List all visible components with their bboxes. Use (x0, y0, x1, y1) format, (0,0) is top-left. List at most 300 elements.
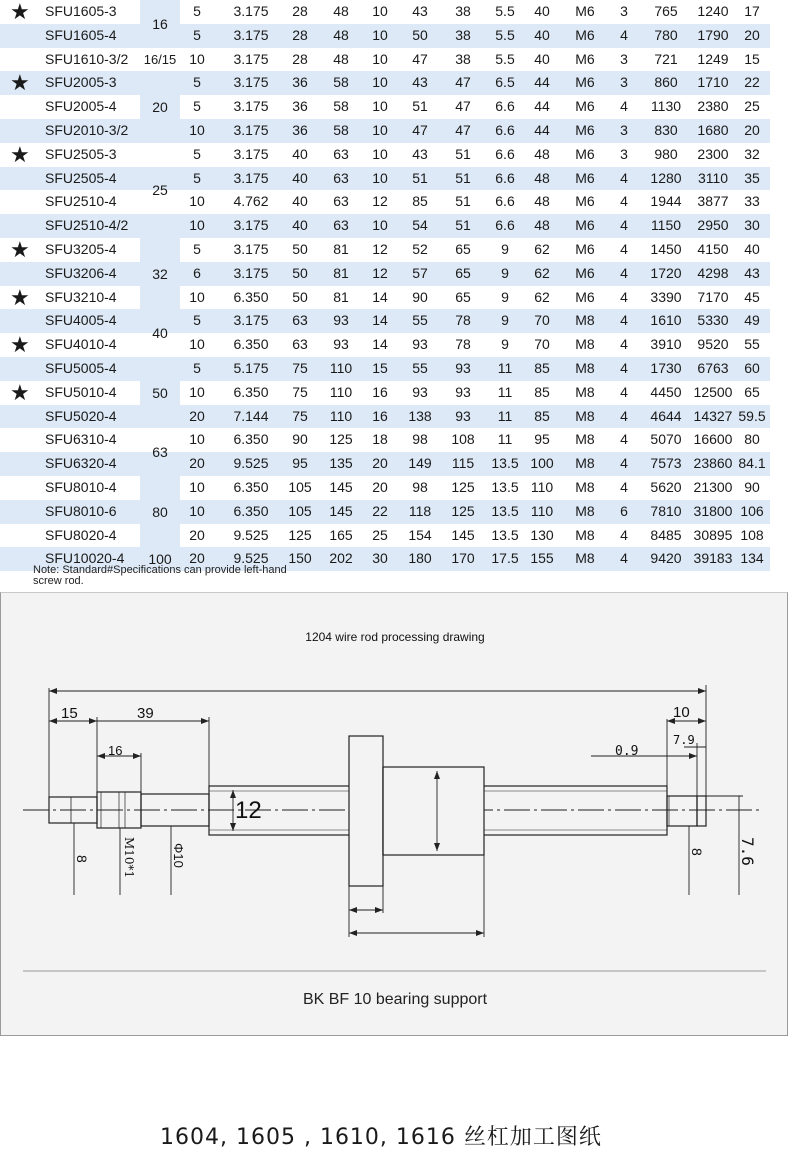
cell-ca: 1730 (650, 360, 682, 376)
cell-x: 40 (534, 3, 550, 19)
cell-lead: 10 (189, 431, 205, 448)
cell-lead: 10 (189, 479, 205, 495)
cell-y: M6 (575, 264, 595, 281)
cell-ca: 5070 (650, 431, 682, 448)
cell-ca: 1944 (650, 193, 682, 210)
cell-n: 4 (620, 98, 628, 115)
cell-w: 145 (451, 526, 475, 543)
dim-16: 16 (108, 743, 123, 758)
model-cell: SFU8020-4 (45, 526, 117, 543)
cell-n: 4 (620, 383, 628, 400)
cell-w: 170 (451, 550, 475, 567)
cell-a: 48 (333, 3, 349, 19)
cell-ball: 6.350 (233, 288, 269, 305)
table-note: Note: Standard#Specifications can provide left-hand screw rod. (33, 564, 287, 587)
cell-h: 11 (497, 431, 513, 448)
cell-w: 38 (455, 50, 471, 67)
dim-10: 10 (673, 704, 690, 721)
cell-y: M8 (575, 526, 595, 543)
cell-lead: 10 (189, 50, 205, 67)
cell-k: 49 (744, 312, 760, 329)
cell-lead: 10 (189, 193, 205, 210)
cell-d: 40 (292, 169, 308, 186)
table-row (0, 24, 770, 48)
cell-l: 93 (412, 383, 428, 400)
cell-d: 105 (288, 479, 312, 495)
cell-l: 149 (408, 455, 432, 472)
cell-n: 4 (620, 407, 628, 424)
cell-d: 105 (288, 502, 312, 519)
model-cell: SFU10020-4 (45, 550, 125, 567)
cell-h: 9 (501, 336, 509, 353)
cell-a: 48 (333, 26, 349, 43)
diameter-cell: 32 (140, 238, 180, 309)
cell-h: 6.6 (495, 169, 515, 186)
cell-h: 11 (497, 383, 513, 400)
cell-ball: 4.762 (233, 193, 269, 210)
cell-h: 13.5 (491, 526, 519, 543)
dim-8-right: 8 (689, 848, 705, 856)
shaft-drawing (1, 593, 789, 1037)
cell-y: M8 (575, 502, 595, 519)
cell-a: 145 (329, 502, 353, 519)
cell-w: 47 (455, 74, 471, 91)
nut-flange (349, 736, 383, 886)
cell-x: 40 (534, 26, 550, 43)
cell-w: 51 (455, 193, 471, 210)
cell-h: 9 (501, 312, 509, 329)
cell-b: 10 (372, 98, 388, 115)
cell-n: 3 (620, 3, 628, 19)
cell-l: 43 (412, 145, 428, 162)
cell-h: 6.5 (495, 74, 515, 91)
cell-y: M6 (575, 193, 595, 210)
cell-b: 10 (372, 122, 388, 138)
model-cell: SFU1605-4 (45, 26, 117, 43)
diameter-cell: 16/15 (143, 51, 177, 67)
cell-k: 25 (744, 98, 760, 115)
cell-x: 62 (534, 264, 550, 281)
cell-x: 70 (534, 336, 550, 353)
cell-coa: 14327 (693, 407, 733, 424)
cell-ball: 3.175 (233, 74, 269, 91)
cell-n: 4 (620, 360, 628, 376)
cell-lead: 10 (189, 122, 205, 138)
cell-h: 11 (497, 360, 513, 376)
table-row (0, 48, 770, 72)
cell-b: 25 (372, 526, 388, 543)
cell-w: 78 (455, 312, 471, 329)
cell-n: 3 (620, 145, 628, 162)
cell-h: 5.5 (495, 26, 515, 43)
cell-w: 38 (455, 26, 471, 43)
table-row (0, 428, 770, 452)
cell-h: 9 (501, 288, 509, 305)
cell-l: 55 (412, 360, 428, 376)
cell-coa: 3877 (697, 193, 729, 210)
cell-coa: 2380 (697, 98, 729, 115)
model-cell: SFU5005-4 (45, 360, 117, 376)
cell-k: 30 (744, 217, 760, 234)
cell-y: M6 (575, 26, 595, 43)
cell-ca: 3390 (650, 288, 682, 305)
cell-l: 180 (408, 550, 432, 567)
cell-coa: 12500 (693, 383, 733, 400)
cell-x: 85 (534, 383, 550, 400)
cell-n: 4 (620, 431, 628, 448)
cell-coa: 1240 (697, 3, 729, 19)
cell-w: 115 (451, 455, 475, 472)
cell-k: 20 (744, 122, 760, 138)
cell-y: M8 (575, 455, 595, 472)
cell-y: M6 (575, 169, 595, 186)
table-row (0, 143, 770, 167)
cell-w: 47 (455, 122, 471, 138)
cell-lead: 6 (193, 264, 201, 281)
cell-d: 40 (292, 193, 308, 210)
cell-y: M8 (575, 360, 595, 376)
cell-lead: 10 (189, 336, 205, 353)
cell-b: 30 (372, 550, 388, 567)
cell-l: 55 (412, 312, 428, 329)
cell-lead: 20 (189, 550, 205, 567)
cell-n: 4 (620, 288, 628, 305)
cell-h: 13.5 (491, 502, 519, 519)
cell-a: 165 (329, 526, 353, 543)
model-cell: SFU2010-3/2 (45, 122, 129, 138)
cell-b: 20 (372, 479, 388, 495)
cell-ball: 6.350 (233, 336, 269, 353)
model-cell: SFU3206-4 (45, 264, 117, 281)
cell-a: 58 (333, 122, 349, 138)
cell-a: 63 (333, 169, 349, 186)
cell-k: 59.5 (738, 407, 766, 424)
table-row (0, 500, 770, 524)
cell-b: 16 (372, 407, 388, 424)
model-cell: SFU2505-4 (45, 169, 117, 186)
cell-w: 51 (455, 217, 471, 234)
cell-k: 20 (744, 26, 760, 43)
cell-k: 43 (744, 264, 760, 281)
cell-a: 63 (333, 217, 349, 234)
cell-lead: 10 (189, 217, 205, 234)
cell-y: M6 (575, 288, 595, 305)
cell-coa: 30895 (693, 526, 733, 543)
model-cell: SFU4010-4 (45, 336, 117, 353)
cell-coa: 1710 (697, 74, 729, 91)
cell-lead: 5 (193, 241, 201, 257)
cell-n: 4 (620, 455, 628, 472)
cell-a: 202 (329, 550, 353, 567)
cell-w: 93 (455, 360, 471, 376)
cell-b: 10 (372, 50, 388, 67)
model-cell: SFU2005-3 (45, 74, 117, 91)
cell-a: 125 (329, 431, 353, 448)
cell-a: 145 (329, 479, 353, 495)
cell-l: 47 (412, 122, 428, 138)
cell-k: 40 (744, 241, 760, 257)
cell-y: M8 (575, 312, 595, 329)
cell-w: 65 (455, 288, 471, 305)
cell-coa: 4150 (697, 241, 729, 257)
cell-x: 44 (534, 74, 550, 91)
cell-l: 90 (412, 288, 428, 305)
cell-b: 12 (372, 241, 388, 257)
nut-body (383, 767, 484, 855)
cell-ca: 4450 (650, 383, 682, 400)
cell-ca: 765 (654, 3, 678, 19)
cell-l: 50 (412, 26, 428, 43)
diameter-cell: 50 (140, 357, 180, 428)
star-icon: ★ (10, 141, 30, 167)
cell-ball: 3.175 (233, 312, 269, 329)
cell-b: 14 (372, 336, 388, 353)
cell-a: 81 (333, 264, 349, 281)
cell-coa: 1249 (697, 50, 729, 67)
cell-lead: 5 (193, 98, 201, 115)
cell-n: 4 (620, 264, 628, 281)
cell-coa: 9520 (697, 336, 729, 353)
cell-coa: 23860 (693, 455, 733, 472)
dim-0-9: 0.9 (615, 744, 639, 759)
cell-a: 58 (333, 98, 349, 115)
cell-a: 93 (333, 312, 349, 329)
diameter-cell: 100 (148, 551, 172, 568)
cell-y: M6 (575, 50, 595, 67)
table-row (0, 405, 770, 429)
cell-d: 28 (292, 3, 308, 19)
cell-h: 11 (497, 407, 513, 424)
cell-lead: 20 (189, 455, 205, 472)
cell-h: 13.5 (491, 455, 519, 472)
cell-b: 20 (372, 455, 388, 472)
table-row (0, 286, 770, 310)
diameter-cell: 40 (152, 325, 168, 342)
cell-ca: 1720 (650, 264, 682, 281)
cell-d: 36 (292, 122, 308, 138)
cell-l: 51 (412, 169, 428, 186)
cell-b: 10 (372, 169, 388, 186)
cell-l: 138 (408, 407, 432, 424)
cell-ca: 8485 (650, 526, 682, 543)
cell-x: 85 (534, 360, 550, 376)
cell-l: 118 (408, 502, 432, 519)
cell-x: 95 (534, 431, 550, 448)
cell-n: 4 (620, 526, 628, 543)
cell-w: 78 (455, 336, 471, 353)
cell-x: 44 (534, 98, 550, 115)
dim-7-6: 7.6 (738, 837, 757, 866)
cell-d: 75 (292, 407, 308, 424)
cell-k: 106 (740, 502, 764, 519)
table-row (0, 119, 770, 143)
cell-lead: 10 (189, 288, 205, 305)
cell-d: 63 (292, 336, 308, 353)
cell-h: 6.6 (495, 145, 515, 162)
cell-y: M8 (575, 383, 595, 400)
cell-k: 45 (744, 288, 760, 305)
cell-a: 58 (333, 74, 349, 91)
cell-ca: 721 (654, 50, 678, 67)
cell-k: 84.1 (738, 455, 766, 472)
cell-lead: 5 (193, 3, 201, 19)
cell-w: 93 (455, 407, 471, 424)
cell-x: 100 (530, 455, 554, 472)
table-row (0, 333, 770, 357)
cell-l: 154 (408, 526, 432, 543)
table-row (0, 357, 770, 381)
table-row (0, 167, 770, 191)
cell-l: 43 (412, 74, 428, 91)
model-cell: SFU2510-4 (45, 193, 117, 210)
drawing-panel (0, 592, 788, 1036)
cell-d: 50 (292, 241, 308, 257)
cell-ball: 3.175 (233, 122, 269, 138)
cell-coa: 1680 (697, 122, 729, 138)
cell-ca: 1450 (650, 241, 682, 257)
table-row (0, 214, 770, 238)
model-cell: SFU6320-4 (45, 455, 117, 472)
cell-lead: 5 (193, 26, 201, 43)
cell-lead: 5 (193, 169, 201, 186)
cell-x: 48 (534, 217, 550, 234)
drawing-caption: BK BF 10 bearing support (302, 991, 488, 1008)
model-cell: SFU6310-4 (45, 431, 117, 448)
cell-l: 43 (412, 3, 428, 19)
cell-y: M6 (575, 3, 595, 19)
cell-d: 36 (292, 98, 308, 115)
cell-coa: 3110 (697, 169, 729, 186)
cell-l: 93 (412, 336, 428, 353)
cell-b: 12 (372, 193, 388, 210)
cell-coa: 5330 (697, 312, 729, 329)
cell-a: 110 (329, 383, 353, 400)
cell-w: 65 (455, 241, 471, 257)
cell-n: 4 (620, 217, 628, 234)
cell-h: 9 (501, 264, 509, 281)
cell-x: 130 (530, 526, 554, 543)
cell-x: 40 (534, 50, 550, 67)
cell-h: 6.6 (495, 122, 515, 138)
cell-ball: 3.175 (233, 50, 269, 67)
cell-ca: 3910 (650, 336, 682, 353)
cell-d: 50 (292, 288, 308, 305)
dim-phi10: Φ10 (171, 843, 186, 868)
dim-7-9: 7.9 (673, 733, 695, 747)
cell-x: 62 (534, 288, 550, 305)
cell-coa: 6763 (697, 360, 729, 376)
cell-w: 65 (455, 264, 471, 281)
cell-a: 110 (329, 407, 353, 424)
cell-ball: 3.175 (233, 169, 269, 186)
cell-ball: 3.175 (233, 145, 269, 162)
cell-coa: 31800 (693, 502, 733, 519)
cell-y: M6 (575, 74, 595, 91)
cell-ball: 6.350 (233, 383, 269, 400)
journal-right (667, 796, 697, 826)
cell-d: 40 (292, 145, 308, 162)
star-icon: ★ (10, 237, 30, 262)
cell-d: 50 (292, 264, 308, 281)
cell-ca: 860 (654, 74, 678, 91)
cell-n: 4 (620, 336, 628, 353)
cell-x: 44 (534, 122, 550, 138)
cell-w: 38 (455, 3, 471, 19)
cell-b: 10 (372, 3, 388, 19)
cell-w: 51 (455, 145, 471, 162)
cell-ca: 9420 (650, 550, 682, 567)
footer-heading: 1604, 1605 , 1610, 1616 丝杠加工图纸 (160, 1125, 602, 1150)
cell-ca: 1150 (650, 217, 682, 234)
cell-a: 135 (329, 455, 353, 472)
table-row (0, 476, 770, 500)
cell-y: M6 (575, 98, 595, 115)
cell-x: 85 (534, 407, 550, 424)
cell-a: 48 (333, 50, 349, 67)
cell-d: 75 (292, 383, 308, 400)
cell-w: 93 (455, 383, 471, 400)
cell-k: 60 (744, 360, 760, 376)
cell-h: 6.6 (495, 193, 515, 210)
cell-k: 90 (744, 479, 760, 495)
cell-n: 4 (620, 312, 628, 329)
cell-w: 125 (451, 502, 475, 519)
cell-ca: 1280 (650, 169, 682, 186)
cell-y: M6 (575, 241, 595, 257)
cell-lead: 20 (189, 407, 205, 424)
cell-l: 54 (412, 217, 428, 234)
cell-lead: 20 (189, 526, 205, 543)
cell-ball: 3.175 (233, 98, 269, 115)
cell-y: M6 (575, 122, 595, 138)
diameter-cell: 16 (140, 0, 180, 48)
cell-x: 62 (534, 241, 550, 257)
cell-h: 9 (501, 241, 509, 257)
diameter-cell: 20 (140, 71, 180, 142)
dim-39: 39 (137, 705, 154, 722)
cell-h: 5.5 (495, 3, 515, 19)
table-row (0, 95, 770, 119)
cell-k: 55 (744, 336, 760, 353)
cell-x: 155 (530, 550, 554, 567)
cell-d: 150 (288, 550, 312, 567)
table-row (0, 524, 770, 548)
cell-ca: 1130 (650, 98, 682, 115)
cell-d: 28 (292, 50, 308, 67)
cell-d: 90 (292, 431, 308, 448)
cell-d: 95 (292, 455, 308, 472)
model-cell: SFU4005-4 (45, 312, 117, 329)
cell-lead: 10 (189, 383, 205, 400)
cell-d: 28 (292, 26, 308, 43)
diameter-cell: 25 (152, 182, 168, 199)
cell-ca: 5620 (650, 479, 682, 495)
cell-l: 85 (412, 193, 428, 210)
cell-x: 110 (530, 479, 554, 495)
cell-b: 18 (372, 431, 388, 448)
cell-n: 3 (620, 122, 628, 138)
cell-n: 3 (620, 50, 628, 67)
cell-lead: 10 (189, 502, 205, 519)
cell-coa: 21300 (693, 479, 733, 495)
cell-x: 48 (534, 193, 550, 210)
diameter-cell: 80 (140, 476, 180, 547)
cell-ball: 7.144 (233, 407, 269, 424)
cell-ca: 7573 (650, 455, 682, 472)
cell-h: 5.5 (495, 50, 515, 67)
model-cell: SFU3210-4 (45, 288, 117, 305)
cell-a: 63 (333, 193, 349, 210)
